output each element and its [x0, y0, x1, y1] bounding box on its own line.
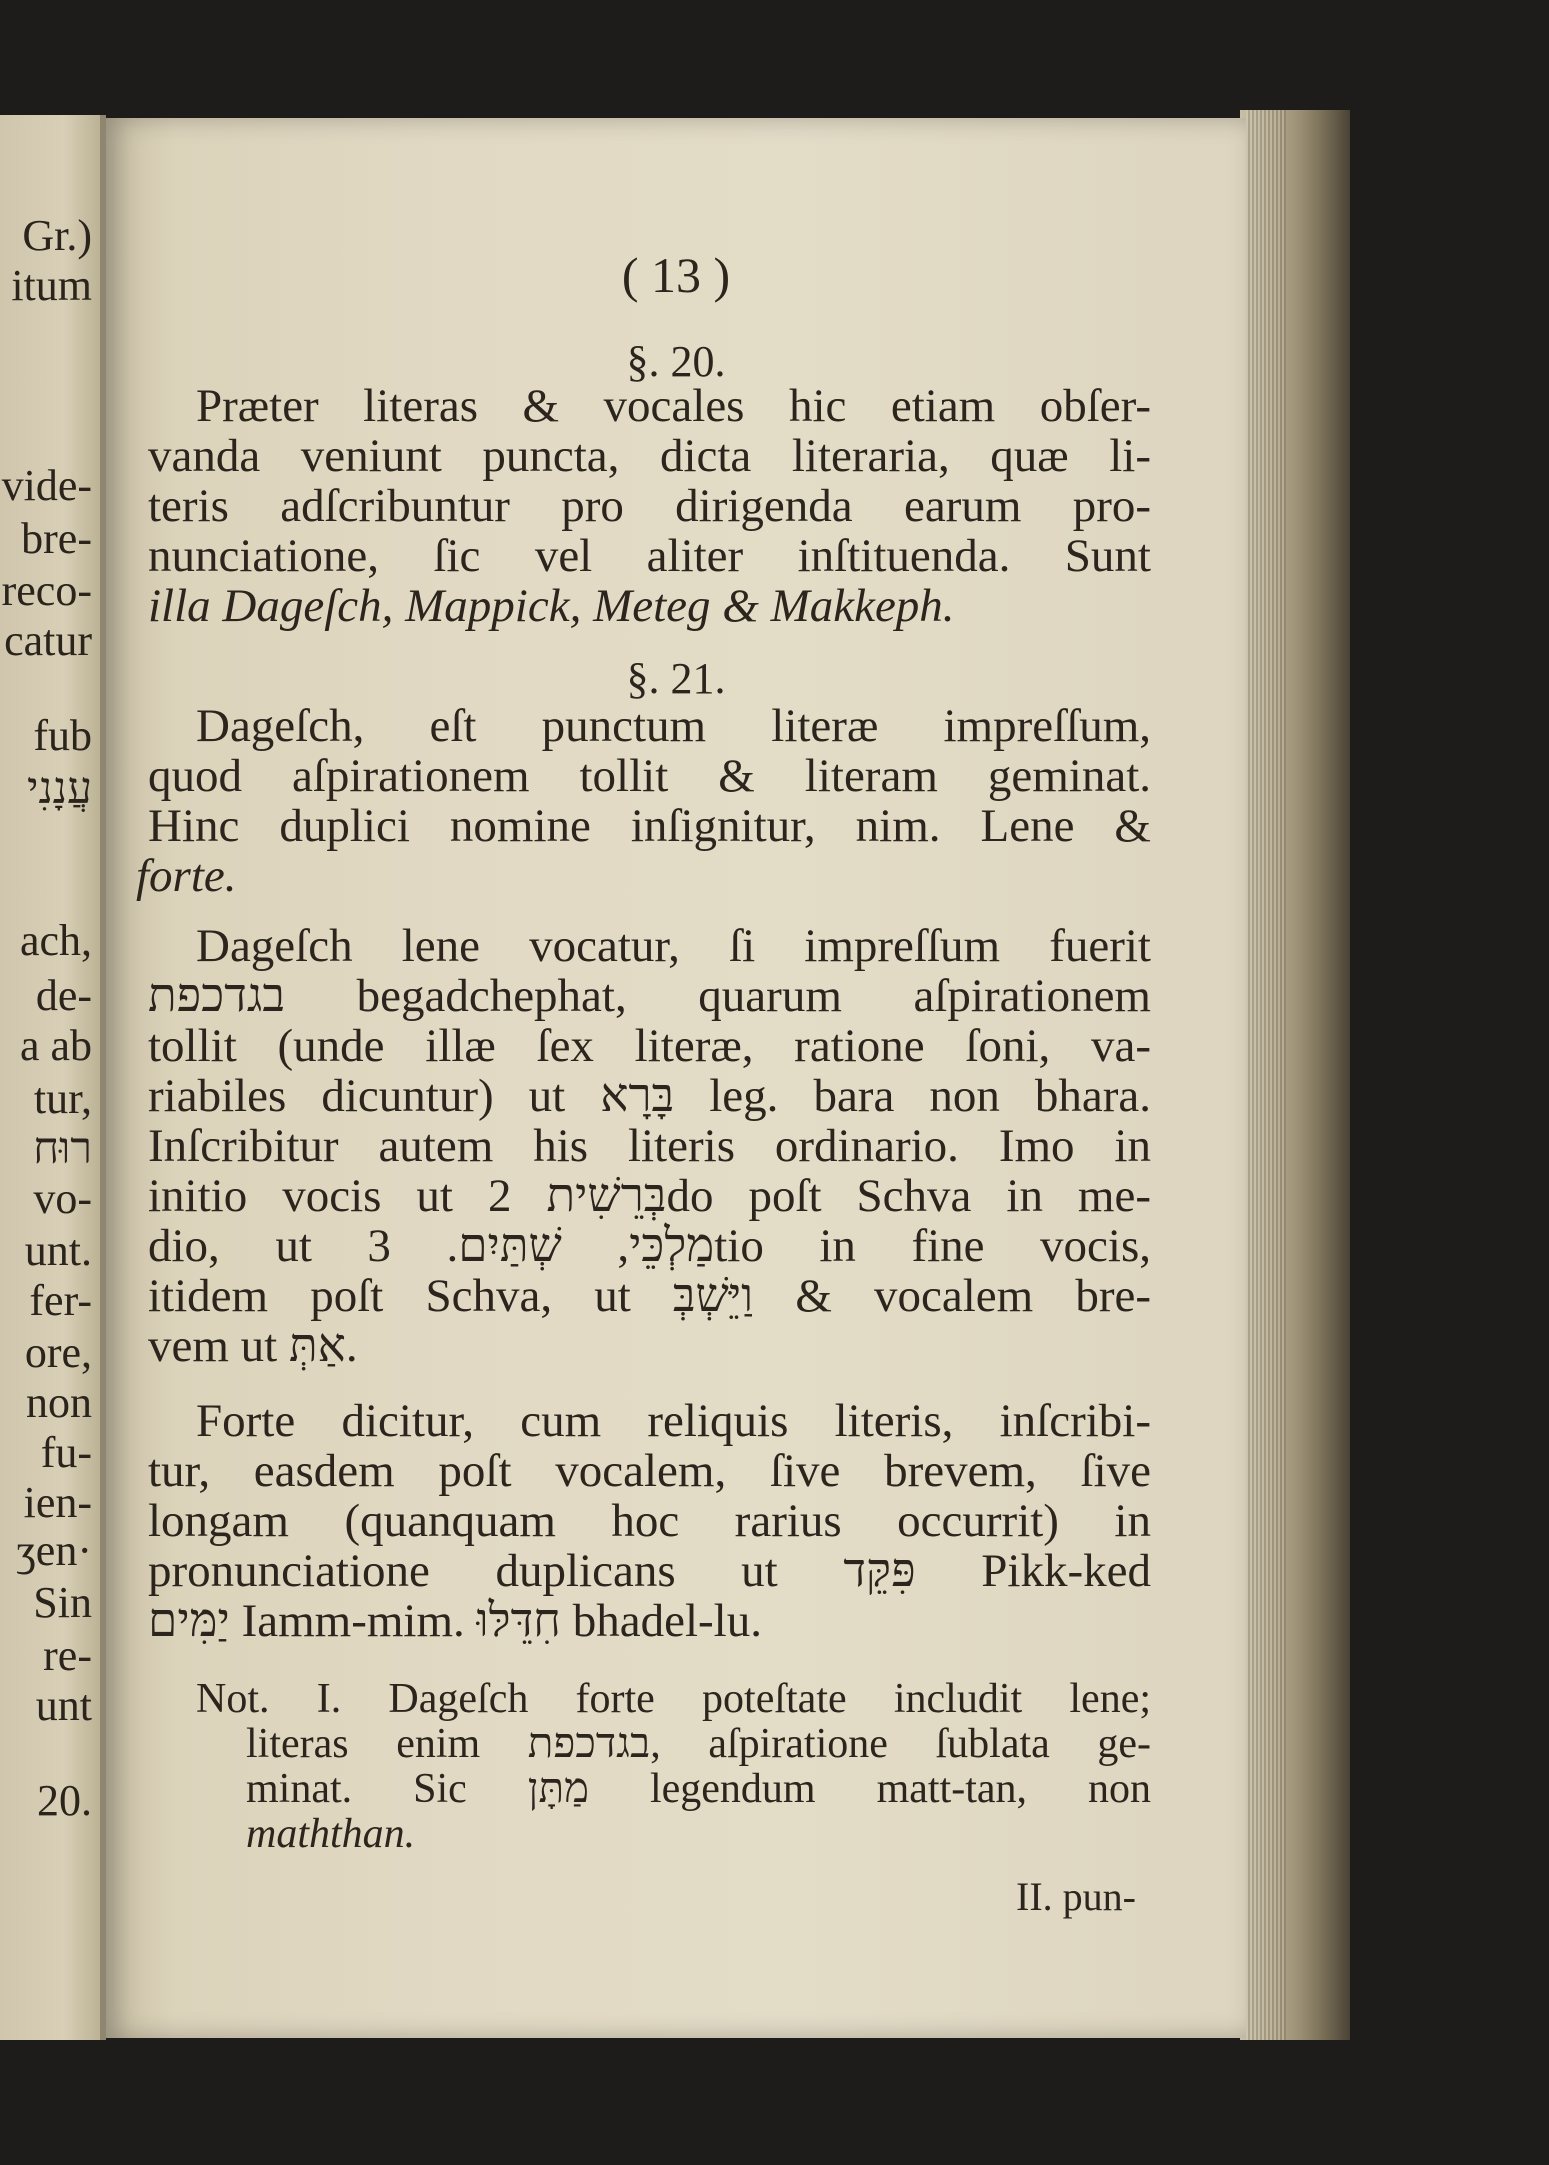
text-line: riabiles dicuntur) ut בָּרָא leg. bara non bhara.	[148, 1070, 1151, 1122]
left-fragment: Gr.)	[22, 211, 92, 260]
left-fragment: a ab	[19, 1021, 92, 1070]
section-heading: §. 21.	[626, 654, 726, 703]
book-page	[106, 118, 1246, 2038]
text-line: tollit (unde illæ ſex literæ, ratione ſoni, va-	[148, 1020, 1151, 1072]
text-line: בגדכפת begadchephat, quarum aſpirationem	[148, 970, 1151, 1022]
left-fragment: רוּח	[33, 1124, 92, 1173]
text-line: Dageſch, eſt punctum literæ impreſſum,	[196, 700, 1151, 752]
left-fragment: ach,	[19, 916, 92, 965]
left-fragment: catur	[4, 616, 92, 665]
left-fragment: de-	[35, 971, 92, 1020]
text-line: nunciatione, ſic vel aliter inſtituenda. Sunt	[148, 530, 1151, 582]
left-fragment: unt.	[24, 1226, 92, 1275]
note-line: Not. I. Dageſch forte poteſtate includit lene;	[196, 1676, 1151, 1722]
catchword: II. pun-	[1016, 1874, 1136, 1919]
left-fragment: Sin	[33, 1578, 92, 1627]
left-fragment: reco-	[1, 566, 92, 615]
left-page-fragment	[0, 115, 106, 2040]
left-fragment: non	[26, 1378, 92, 1427]
left-fragment: vo-	[33, 1174, 92, 1223]
note-line: maththan.	[246, 1811, 416, 1857]
left-fragment: unt	[35, 1681, 92, 1730]
text-line: vem ut אַתְּ.	[148, 1320, 358, 1372]
section-heading: §. 20.	[626, 337, 726, 386]
left-fragment: fer-	[29, 1276, 92, 1325]
left-fragment: vide-	[1, 461, 92, 510]
text-line: longam (quanquam hoc rarius occurrit) in	[148, 1495, 1151, 1547]
text-line: Hinc duplici nomine inſignitur, nim. Lene &	[148, 800, 1151, 852]
left-fragment: 20.	[37, 1776, 92, 1825]
text-line: dio, ut מַלְכֵּי, שְׁתַּיִם. 3tio in fine vocis,	[148, 1220, 1151, 1272]
left-fragment: bre-	[21, 514, 92, 563]
text-line: tur, easdem poſt vocalem, ſive brevem, ſive	[148, 1445, 1151, 1497]
left-fragment: fu-	[40, 1428, 92, 1477]
text-line: Dageſch lene vocatur, ſi impreſſum fuerit	[196, 920, 1151, 972]
page-number: ( 13 )	[621, 247, 731, 303]
note-line: literas enim בגדכפת, aſpiratione ſublata ge-	[246, 1721, 1151, 1767]
text-line: Inſcribitur autem his literis ordinario. Imo in	[148, 1120, 1151, 1172]
left-fragment: tur,	[33, 1074, 92, 1123]
text-line: vanda veniunt puncta, dicta literaria, quæ li-	[148, 430, 1151, 482]
text-line: pronunciatione duplicans ut פִּקֵּד Pikk-ked	[148, 1545, 1151, 1597]
left-fragment: itum	[11, 261, 92, 310]
text-line: teris adſcribuntur pro dirigenda earum pro-	[148, 480, 1151, 532]
note-line: minat. Sic מַתָּן legendum matt-tan, non	[246, 1766, 1151, 1812]
left-fragment: ore,	[24, 1328, 92, 1377]
text-line: illa Dageſch, Mappick, Meteg & Makkeph.	[148, 580, 955, 632]
text-line: Forte dicitur, cum reliquis literis, inſcribi-	[196, 1395, 1151, 1447]
text-line: initio vocis ut בְּרֵשִׁית 2do poſt Schva in me-	[148, 1170, 1151, 1222]
page-edges	[1240, 110, 1350, 2040]
text-line: Præter literas & vocales hic etiam obſer-	[196, 380, 1151, 432]
left-fragment: fub	[33, 711, 92, 760]
left-fragment: ien-	[23, 1478, 92, 1527]
text-line: itidem poſt Schva, ut וַיֵּשְׁבְּ & vocalem bre-	[148, 1270, 1151, 1322]
text-line: forte.	[136, 850, 237, 902]
left-fragment: עֲנָנִי	[26, 764, 92, 813]
left-fragment: ʒen·	[16, 1526, 92, 1575]
text-line: quod aſpirationem tollit & literam geminat.	[148, 750, 1151, 802]
text-line: יַמִּים Iamm-mim. חִדֵּלּוּ bhadel-lu.	[148, 1595, 762, 1647]
left-fragment: re-	[43, 1631, 92, 1680]
